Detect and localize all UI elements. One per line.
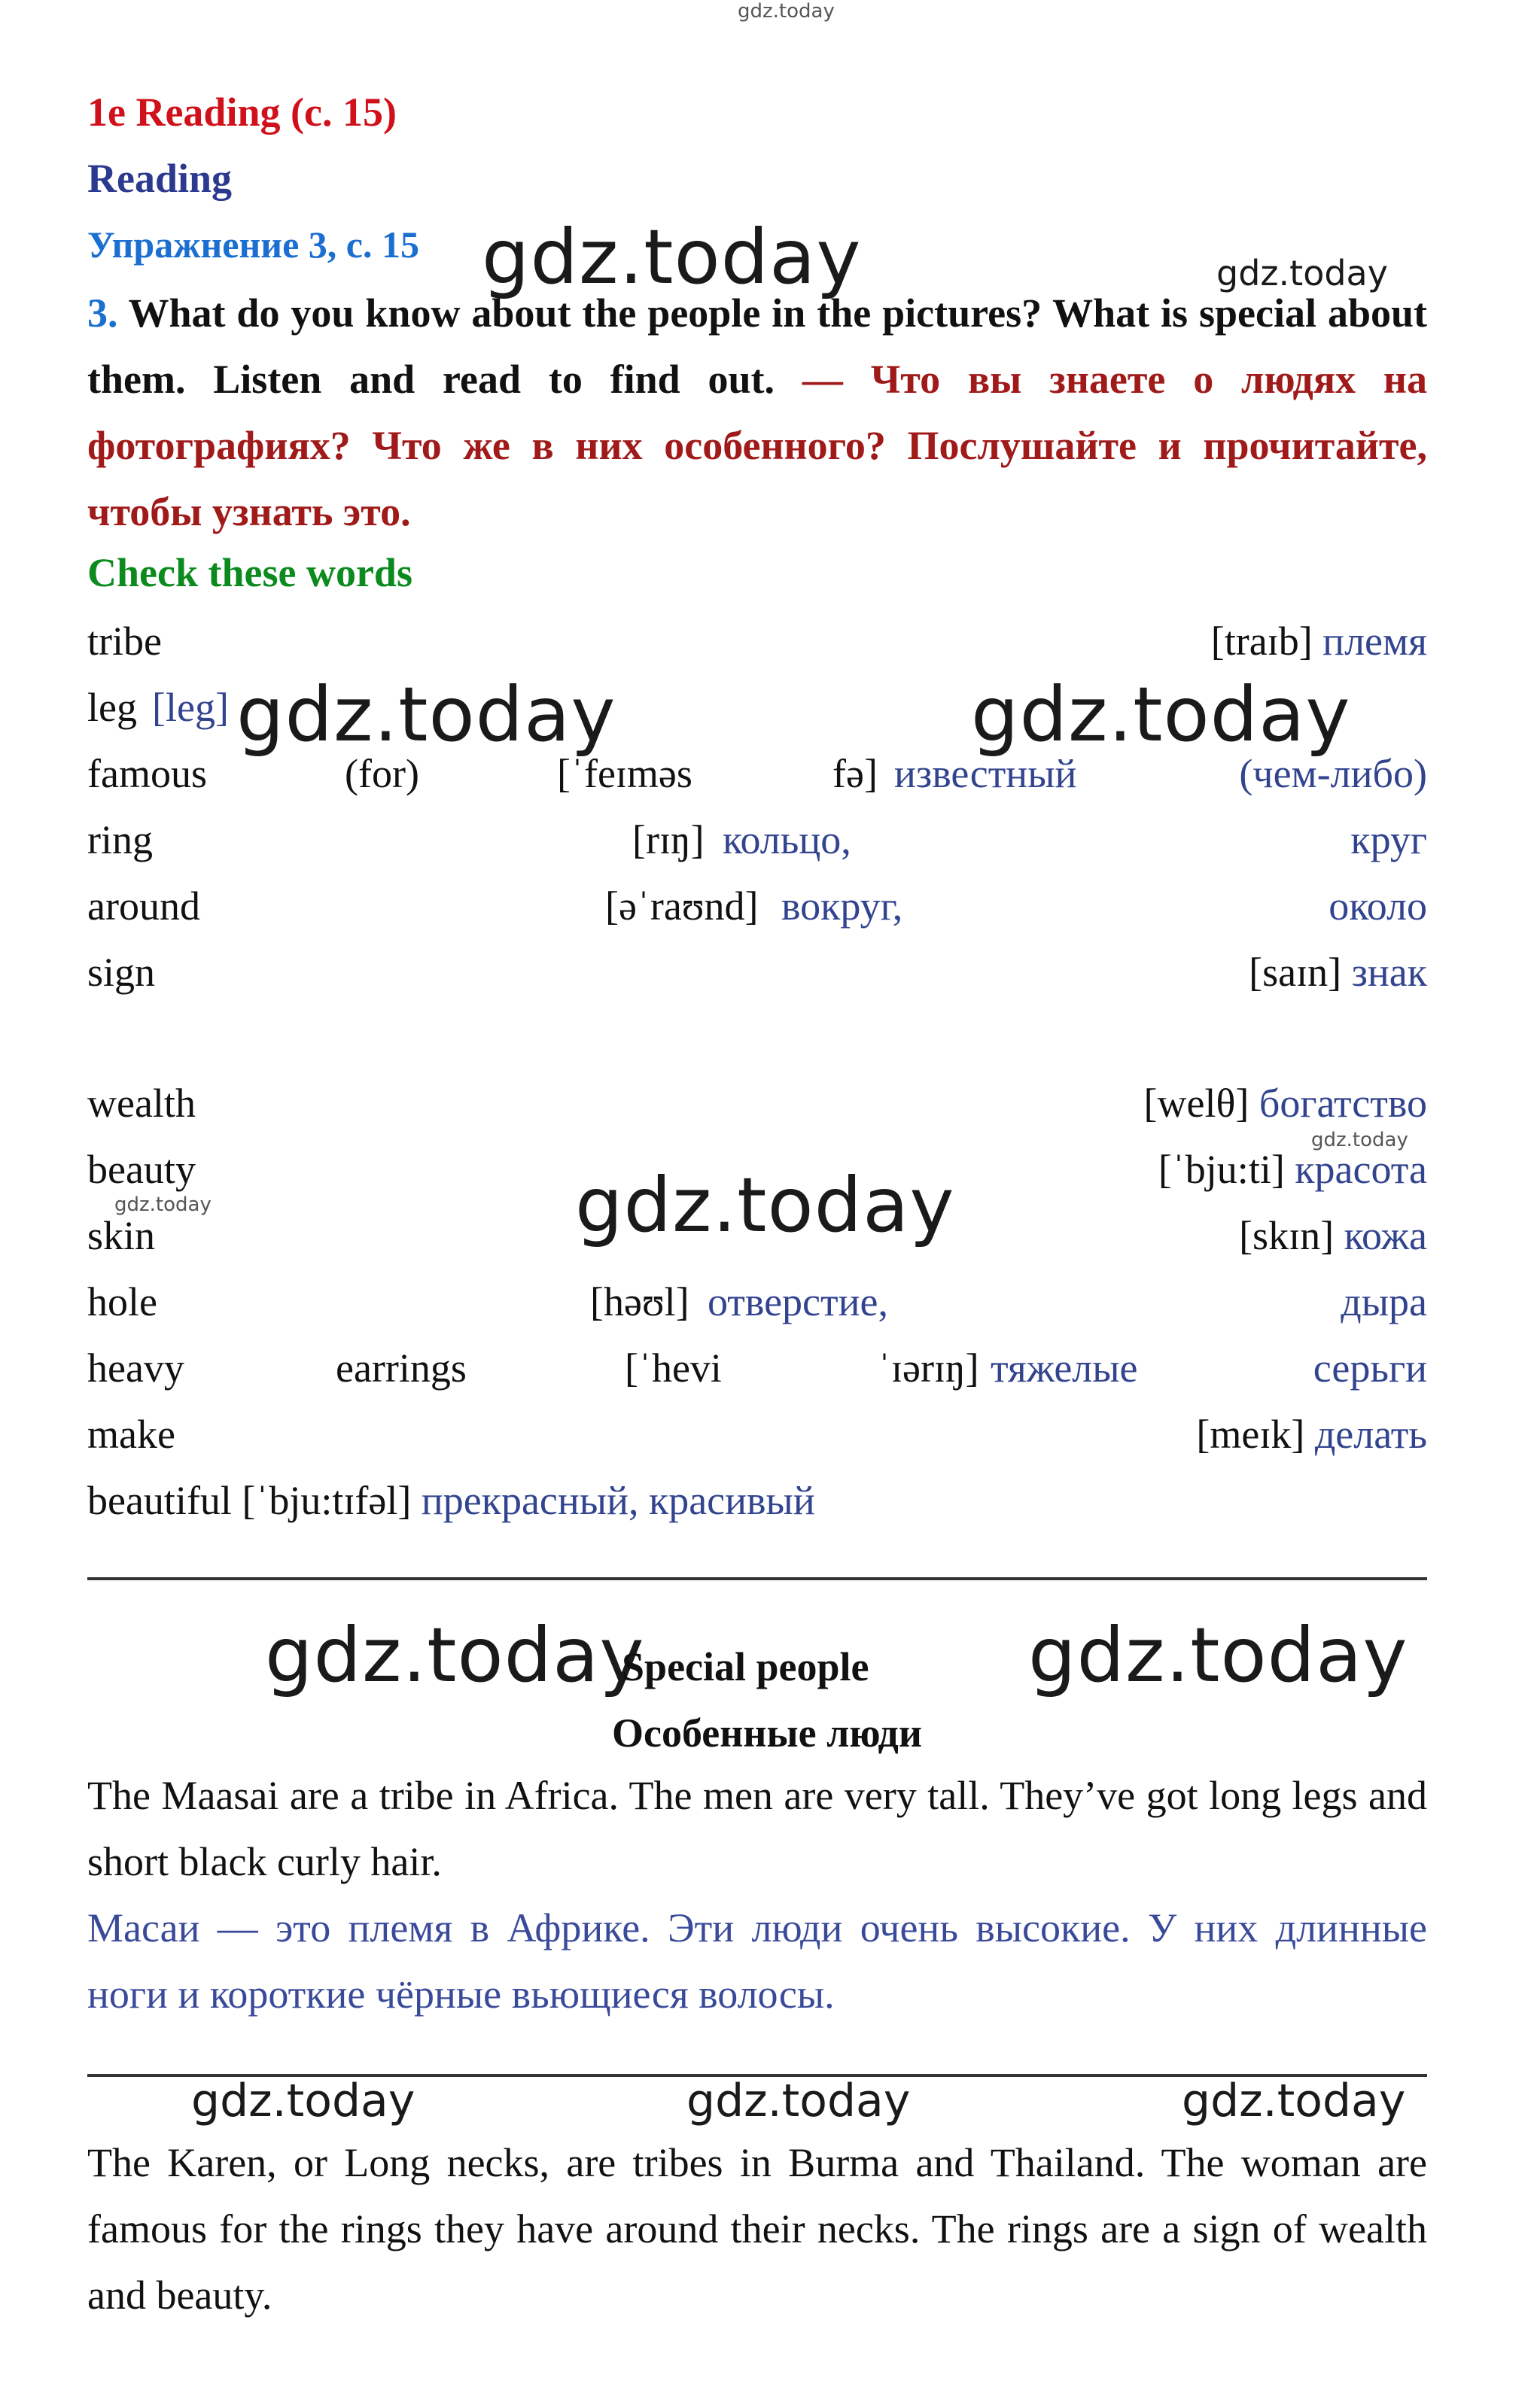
- vocab-word: famous: [87, 751, 207, 796]
- vocab-row: [87, 1338, 1427, 1398]
- task-english: What do you know about the people in the pictures? What is special about them. Listen and read to find out.: [87, 290, 1427, 402]
- vocab-row: [87, 876, 1427, 936]
- exercise-heading: Упражнение 3, с. 15: [87, 223, 419, 266]
- watermark: gdz.today: [1311, 1129, 1408, 1151]
- vocab-translation: (чем-либо): [1239, 751, 1427, 796]
- watermark: gdz.today: [1182, 2075, 1406, 2127]
- vocab-transcription: [meɪk]: [1196, 1412, 1305, 1457]
- vocab-translation: тяжелые: [991, 1345, 1138, 1391]
- vocab-word: tribe: [87, 619, 162, 664]
- vocab-word: heavy: [87, 1345, 184, 1391]
- vocab-heading: Check these words: [87, 550, 412, 595]
- vocab-transcription: fə]: [832, 751, 878, 796]
- watermark: gdz.today: [265, 1611, 645, 1699]
- paragraph-1-ru: Масаи — это племя в Африке. Эти люди очень высокие. У них длинные ноги и короткие чёрные вьющиеся волосы.: [87, 1905, 1427, 2017]
- vocab-translation: около: [1329, 883, 1427, 929]
- vocab-word: beauty: [87, 1147, 196, 1192]
- vocab-row: [87, 611, 1427, 671]
- vocab-translation: красота: [1295, 1147, 1427, 1192]
- paragraph-2-en: The Karen, or Long necks, are tribes in Burma and Thailand. The woman are famous for the rings they have around their necks. The rings are a sign of wealth and beauty.: [87, 2140, 1427, 2318]
- vocab-word: (for): [345, 751, 419, 796]
- article-title-ru: Особенные люди: [612, 1710, 922, 1756]
- vocab-row: [87, 810, 1427, 870]
- vocab-translation: дыра: [1341, 1279, 1427, 1324]
- watermark: gdz.today: [236, 670, 616, 759]
- vocab-word: skin: [87, 1213, 156, 1258]
- task-dash: —: [802, 357, 843, 402]
- vocab-transcription: [skɪn]: [1239, 1213, 1335, 1258]
- vocab-row: [87, 1470, 1427, 1531]
- watermark: gdz.today: [686, 2075, 911, 2127]
- vocab-word: sign: [87, 950, 156, 995]
- vocab-transcription: [həʊl]: [590, 1279, 689, 1324]
- vocab-translation: богатство: [1259, 1081, 1427, 1126]
- vocab-word: around: [87, 883, 200, 929]
- task-number: 3.: [87, 290, 118, 336]
- vocab-transcription: [ˈbju:tɪfəl]: [242, 1478, 412, 1523]
- article-title-en: Special people: [622, 1644, 869, 1689]
- vocab-transcription: [ˈfeɪməs: [557, 751, 692, 796]
- vocab-translation: прекрасный, красивый: [421, 1478, 815, 1523]
- vocab-translation: известный: [894, 751, 1077, 796]
- vocab-word: ring: [87, 817, 153, 862]
- watermark: gdz.today: [1028, 1611, 1408, 1699]
- vocab-transcription: [ˈbju:ti]: [1158, 1147, 1285, 1192]
- page-title: 1e Reading (с. 15): [87, 90, 397, 135]
- vocab-word: leg: [87, 685, 137, 730]
- task-russian: Что вы знаете о людях на фотографиях? Что же в них особенного? Послушайте и прочитайте, чтобы узнать это.: [87, 357, 1427, 534]
- watermark-top: gdz.today: [738, 0, 835, 23]
- vocab-word: earrings: [336, 1345, 467, 1391]
- vocab-transcription: ˈɪərɪŋ]: [878, 1345, 979, 1391]
- vocab-translation: круг: [1350, 817, 1427, 862]
- vocab-translation: племя: [1322, 619, 1427, 664]
- vocab-transcription: [leg]: [152, 685, 229, 730]
- paragraph-1-en: The Maasai are a tribe in Africa. The men are very tall. They’ve got long legs and short black curly hair.: [87, 1773, 1427, 1884]
- watermark: gdz.today: [114, 1193, 212, 1216]
- watermark: gdz.today: [482, 213, 862, 301]
- vocab-transcription: [saɪn]: [1249, 950, 1342, 995]
- vocab-row: [87, 1272, 1427, 1332]
- vocab-translation: знак: [1351, 950, 1427, 995]
- vocab-row: [87, 1073, 1427, 1133]
- vocab-transcription: [ˈhevi: [625, 1345, 722, 1391]
- vocab-translation: делать: [1314, 1412, 1427, 1457]
- divider: [87, 1577, 1427, 1580]
- vocab-row: [87, 1404, 1427, 1464]
- watermark: gdz.today: [575, 1161, 955, 1249]
- vocab-row: [87, 942, 1427, 1002]
- vocab-row: [87, 743, 1427, 804]
- vocab-translation: отверстие,: [708, 1279, 888, 1324]
- vocab-word: wealth: [87, 1081, 196, 1126]
- watermark: gdz.today: [1216, 253, 1388, 293]
- vocab-transcription: [welθ]: [1143, 1081, 1249, 1126]
- watermark: gdz.today: [971, 670, 1351, 759]
- vocab-translation: кожа: [1344, 1213, 1427, 1258]
- section-heading: Reading: [87, 156, 233, 201]
- vocab-translation: серьги: [1313, 1345, 1427, 1391]
- vocab-word: beautiful: [87, 1478, 232, 1523]
- vocab-translation: кольцо,: [723, 817, 851, 862]
- vocab-translation: вокруг,: [781, 883, 903, 929]
- vocab-word: hole: [87, 1279, 157, 1324]
- vocab-row: [87, 1206, 1427, 1266]
- vocab-transcription: [əˈraʊnd]: [605, 883, 759, 929]
- watermark: gdz.today: [191, 2075, 415, 2127]
- vocab-transcription: [traɪb]: [1210, 619, 1313, 664]
- vocab-transcription: [rɪŋ]: [632, 817, 705, 862]
- task-text: [87, 280, 1427, 545]
- vocab-word: make: [87, 1412, 175, 1457]
